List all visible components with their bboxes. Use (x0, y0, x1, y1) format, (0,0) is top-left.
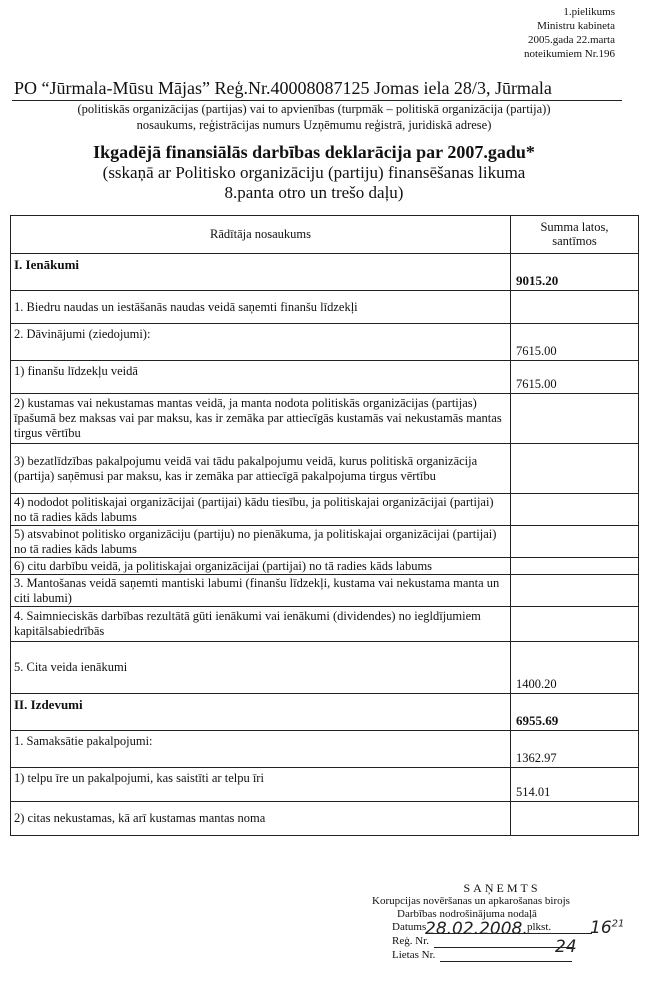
organization-line: PO “Jūrmala-Mūsu Mājas” Reģ.Nr.40008087125 Jomas iela 28/3, Jūrmala (14, 78, 552, 98)
table-row (11, 494, 639, 526)
row-sum (511, 494, 639, 526)
annex-line-3: 2005.gada 22.marta (527, 34, 615, 46)
organization-desc-line-2: nosaukums, reģistrācijas numurs Uzņēmumu reģistrā, juridiskā adrese) (136, 118, 492, 132)
handwritten-date: 28.02.2008. (425, 919, 528, 939)
table-row (11, 575, 639, 607)
row-sum: 1362.97 (511, 731, 639, 768)
row-sum (511, 394, 639, 444)
header-sum-line-2: santīmos (552, 234, 597, 248)
row-name: 3) bezatlīdzības pakalpojumu veidā vai tādu pakalpojumu veidā, kurus politiskā organizācija (partija) saņēmusi par maksu, kas ir zemāka par attiecīgā pakalpojuma tirgus vērtību (11, 444, 511, 494)
stamp-case-label: Lietas Nr. (392, 949, 436, 961)
stamp-reg-underline (434, 947, 572, 948)
header-sum (511, 216, 639, 254)
header-indicator-name: Rādītāja nosaukums (11, 216, 511, 254)
row-name: 1. Biedru naudas un iestāšanās naudas veidā saņemti finanšu līdzekļi (11, 291, 511, 324)
handwritten-time (590, 918, 624, 938)
table-row (11, 607, 639, 642)
row-sum-text: 6955.69 (516, 713, 559, 728)
stamp-line-2: Darbības nodrošinājuma nodaļā (397, 908, 537, 920)
row-name: 1) finanšu līdzekļu veidā (11, 361, 511, 394)
row-sum: 7615.00 (511, 324, 639, 361)
row-sum: 1400.20 (511, 642, 639, 694)
table-row (11, 642, 639, 694)
handwritten-time-minutes: 21 (611, 918, 625, 930)
table-row (11, 361, 639, 394)
row-name: 2) kustamas vai nekustamas mantas veidā, ja manta nodota politiskās organizācijas (partijas) īpašumā bez maksas vai par maksu, kas ir zemāka par attiecīgās kustamās vai nekustamās mantas tirgus vērtību (11, 394, 511, 444)
table-row (11, 802, 639, 836)
table-row (11, 694, 639, 731)
row-name-text: II. Izdevumi (14, 697, 83, 712)
handwritten-reg-number: 24 (555, 937, 577, 957)
table-row (11, 526, 639, 558)
title-sub-1: (sskaņā ar Politisko organizāciju (partiju) finansēšanas likuma (102, 163, 526, 182)
table-row (11, 324, 639, 361)
title-sub-2: 8.panta otro un trešo daļu) (224, 183, 404, 202)
stamp-case-field (372, 949, 632, 963)
title-main: Ikgadējā finansiālās darbības deklarācija par 2007.gadu* (93, 142, 535, 162)
organization-description (14, 101, 614, 133)
stamp-reg-label: Reģ. Nr. (392, 935, 429, 947)
annex-line-2: Ministru kabineta (537, 20, 615, 32)
row-sum-text: 9015.20 (516, 273, 559, 288)
row-name: 5. Cita veida ienākumi (11, 642, 511, 694)
annex-line-1: 1.pielikums (563, 6, 615, 18)
annex-line-4: noteikumiem Nr.196 (523, 48, 615, 60)
row-name (11, 254, 511, 291)
row-sum (511, 802, 639, 836)
row-name: 1) telpu īre un pakalpojumi, kas saistīti ar telpu īri (11, 768, 511, 802)
organization-desc-line-1: (politiskās organizācijas (partijas) vai to apvienības (turpmāk – politiskā organizācija (partija)) (77, 102, 551, 116)
row-sum: 514.01 (511, 768, 639, 802)
table-row (11, 254, 639, 291)
row-name: 5) atsvabinot politisko organizāciju (partiju) no pienākuma, ja politiskajai organizācijai (partijai) no tā radies kāds labums (11, 526, 511, 558)
table-row (11, 558, 639, 575)
row-sum (511, 694, 639, 731)
row-name: 4. Saimnieciskās darbības rezultātā gūti ienākumi vai ienākumi (dividendes) no iegldījumiem kapitālsabiedrībās (11, 607, 511, 642)
row-name: 6) citu darbību veidā, ja politiskajai organizācijai (partijai) no tā radies kāds labums (11, 558, 511, 575)
table-row (11, 291, 639, 324)
row-sum (511, 254, 639, 291)
row-sum (511, 291, 639, 324)
row-name (11, 694, 511, 731)
stamp-date-label: Datums (392, 921, 427, 933)
header-sum-line-1: Summa latos, (540, 220, 609, 234)
annex-note (524, 5, 615, 61)
row-sum (511, 607, 639, 642)
handwritten-time-hours: 16 (590, 918, 612, 938)
stamp-case-underline (440, 961, 572, 962)
row-sum (511, 558, 639, 575)
table-row (11, 731, 639, 768)
row-name: 4) nododot politiskajai organizācijai (partijai) kādu tiesību, ja politiskajai organizācijai (partijai) no tā radies kāds labums (11, 494, 511, 526)
row-sum (511, 526, 639, 558)
table-row (11, 394, 639, 444)
table-header-row (11, 216, 639, 254)
declaration-table (10, 215, 639, 836)
stamp-time-label: plkst. (527, 921, 552, 933)
row-name: 3. Mantošanas veidā saņemti mantiski labumi (finanšu līdzekļi, kustama vai nekustama manta un citi labumi) (11, 575, 511, 607)
stamp-title: SAŅEMTS (463, 881, 541, 895)
row-sum (511, 444, 639, 494)
stamp-line-1: Korupcijas novēršanas un apkarošanas birojs (372, 895, 570, 907)
row-name: 1. Samaksātie pakalpojumi: (11, 731, 511, 768)
row-name: 2) citas nekustamas, kā arī kustamas mantas noma (11, 802, 511, 836)
document-title (14, 142, 614, 203)
row-name-text: I. Ienākumi (14, 257, 80, 272)
table-row (11, 444, 639, 494)
row-sum: 7615.00 (511, 361, 639, 394)
table-row (11, 768, 639, 802)
row-sum (511, 575, 639, 607)
row-name: 2. Dāvinājumi (ziedojumi): (11, 324, 511, 361)
